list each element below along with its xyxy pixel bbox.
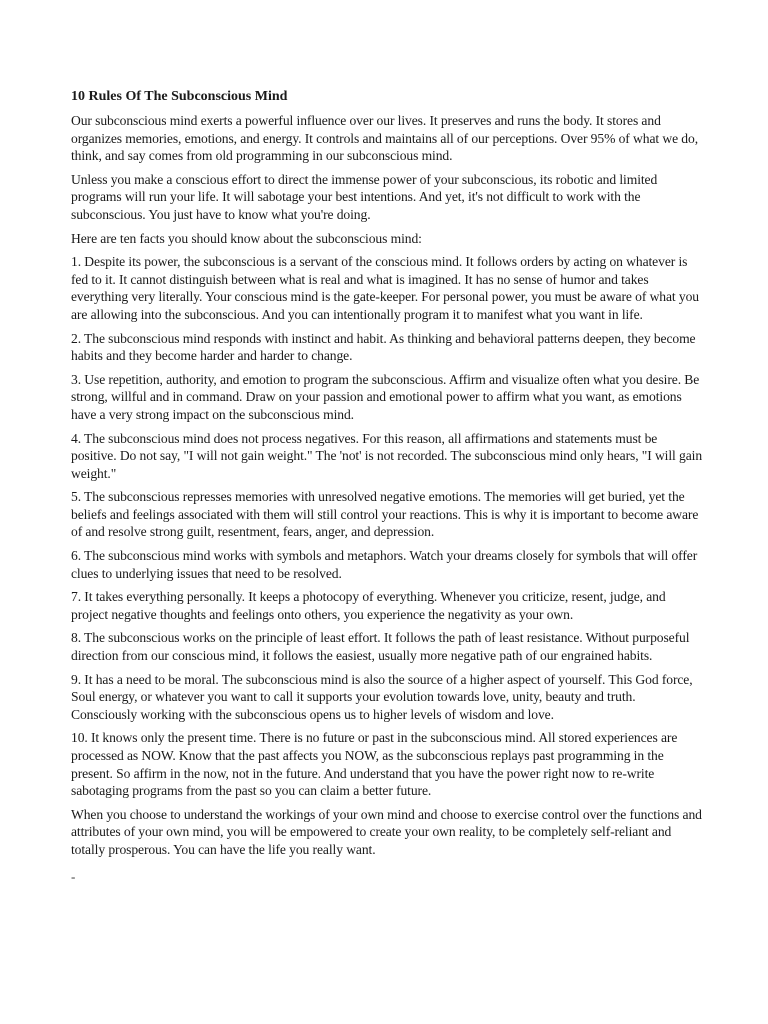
rule-2-paragraph: 2. The subconscious mind responds with instinct and habit. As thinking and behavioral patterns deepen, they become habits and they become harder and harder to change. [71, 330, 696, 364]
rule-3-paragraph: 3. Use repetition, authority, and emotion to program the subconscious. Affirm and visualize often what you desire. Be strong, willful and in command. Draw on your passion and emotional power to affirm what you want, as emotions have a very strong impact on the subconscious mind. [71, 371, 700, 422]
rule-4-paragraph: 4. The subconscious mind does not process negatives. For this reason, all affirmations and statements must be positive. Do not say, "I will not gain weight." The 'not' is not recorded. The subconscious mind only hears, "I will gain weight." [71, 430, 703, 481]
rule-7-paragraph: 7. It takes everything personally. It keeps a photocopy of everything. Whenever you criticize, resent, judge, and project negative thoughts and feelings onto others, you experience the negativity as your own. [71, 589, 666, 622]
document-title: 10 Rules Of The Subconscious Mind [71, 89, 288, 104]
rule-6-paragraph: 6. The subconscious mind works with symbols and metaphors. Watch your dreams closely for symbols that will offer clues to underlying issues that need to be resolved. [71, 548, 698, 581]
closing-paragraph: When you choose to understand the workings of your own mind and choose to exercise control over the functions and attributes of your own mind, you will be empowered to create your own reality, to be completely self-reliant and totally prosperous. You can have the life you really want. [71, 806, 702, 857]
document-page [71, 88, 703, 885]
trailing-dash: - [71, 868, 76, 884]
rule-9-paragraph: 9. It has a need to be moral. The subconscious mind is also the source of a higher aspect of yourself. This God force, Soul energy, or whatever you want to call it supports your evolution towards love, unity, beauty and truth. Consciously working with the subconscious opens us to higher levels of wisdom and love. [71, 671, 693, 722]
rule-8-paragraph: 8. The subconscious works on the principle of least effort. It follows the path of least resistance. Without purposeful direction from our conscious mind, it follows the easiest, usually more negative path of our engrained habits. [71, 630, 690, 664]
intro-paragraph-2: Unless you make a conscious effort to direct the immense power of your subconscious, its robotic and limited programs will run your life. It will sabotage your best intentions. And yet, it's not difficult to work with the subconscious. You just have to know what you're doing. [71, 171, 658, 222]
rule-5-paragraph: 5. The subconscious represses memories with unresolved negative emotions. The memories will get buried, yet the beliefs and feelings associated with them will still control your reactions. This is why it is important to become aware of and resolve strong guilt, resentment, fears, anger, and depression. [71, 489, 699, 540]
list-lead-in: Here are ten facts you should know about the subconscious mind: [71, 230, 422, 246]
intro-paragraph: Our subconscious mind exerts a powerful influence over our lives. It preserves and runs the body. It stores and organizes memories, emotions, and energy. It controls and maintains all of our perceptions. Over 95% of what we do, think, and say comes from old programming in our subconscious mind. [71, 113, 698, 164]
rule-10-paragraph: 10. It knows only the present time. There is no future or past in the subconscious mind. All stored experiences are processed as NOW. Know that the past affects you NOW, as the subconscious replays past programming in the present. So affirm in the now, not in the future. And understand that you have the power right now to re-write sabotaging programs from the past so you can claim a better future. [71, 730, 678, 799]
rule-1-paragraph: 1. Despite its power, the subconscious is a servant of the conscious mind. It follows orders by acting on whatever is fed to it. It cannot distinguish between what is real and what is imagined. It has no sense of humor and takes everything very literally. Your conscious mind is the gate-keeper. For personal power, you must be aware of what you are allowing into the subconscious. And you can intentionally program it to manifest what you want in life. [71, 254, 699, 322]
